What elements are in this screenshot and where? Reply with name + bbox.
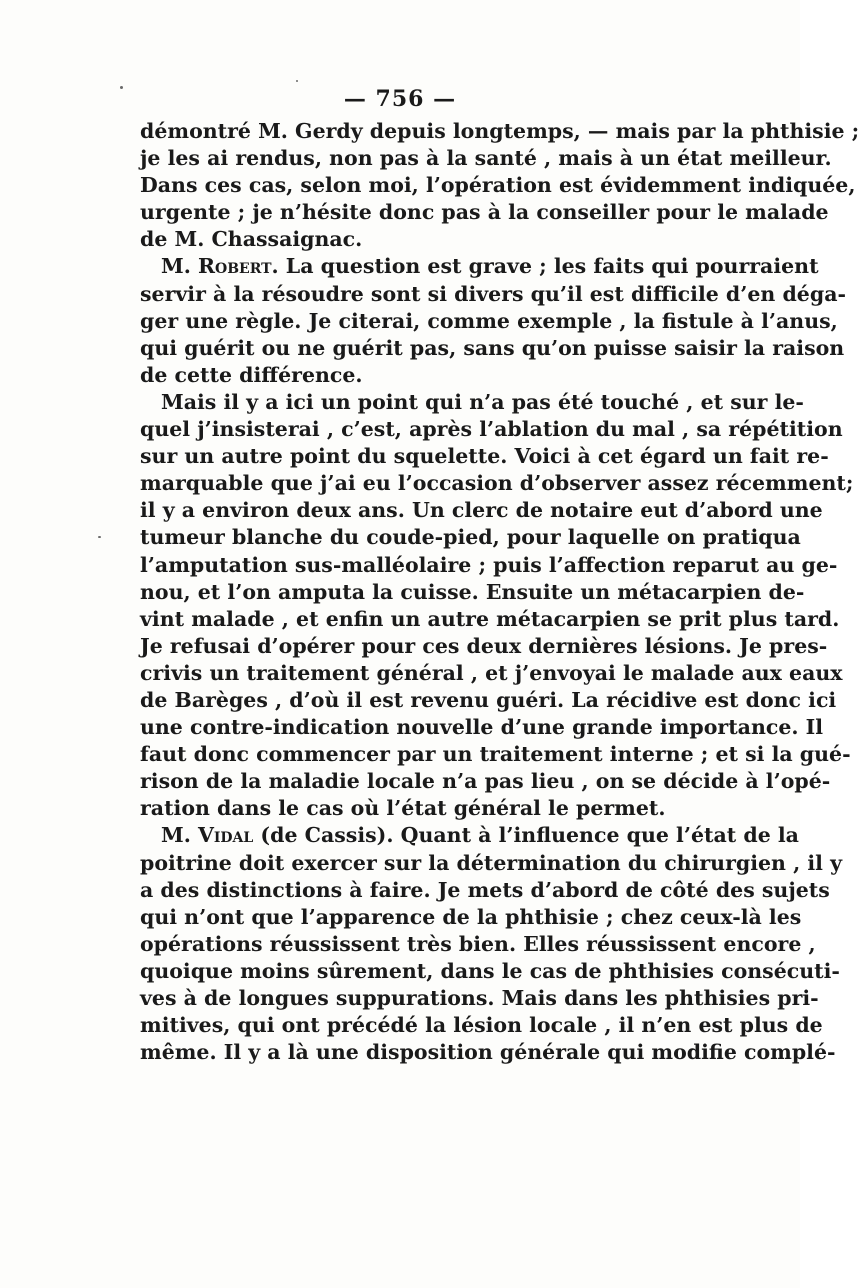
text-line: il y a environ deux ans. Un clerc de notaire eut d’abord une bbox=[140, 498, 823, 523]
print-speck bbox=[296, 80, 298, 82]
text-line: démontré M. Gerdy depuis longtemps, — mais par la phthisie ; bbox=[140, 119, 859, 143]
text-line: qui guérit ou ne guérit pas, sans qu’on puisse saisir la raison bbox=[140, 335, 845, 360]
paragraph bbox=[140, 253, 846, 388]
body-text bbox=[140, 118, 859, 1066]
paragraph bbox=[140, 822, 842, 1066]
text-line-rest: La question est grave ; les faits qui pourraient bbox=[278, 254, 819, 279]
page-number: — 756 — bbox=[343, 86, 457, 112]
text-line: Je refusai d’opérer pour ces deux dernières lésions. Je pres- bbox=[140, 633, 828, 658]
print-speck bbox=[98, 536, 101, 538]
text-line: tumeur blanche du coude-pied, pour laquelle on pratiqua bbox=[140, 525, 801, 550]
text-line: de Barèges , d’où il est revenu guéri. La récidive est donc ici bbox=[140, 687, 837, 712]
text-line: de cette différence. bbox=[140, 362, 363, 387]
text-line: sur un autre point du squelette. Voici à cet égard un fait re- bbox=[140, 444, 829, 469]
text-line: urgente ; je n’hésite donc pas à la conseiller pour le malade bbox=[140, 200, 829, 225]
paragraph bbox=[140, 389, 854, 823]
text-line: qui n’ont que l’apparence de la phthisie ; chez ceux-là les bbox=[140, 904, 802, 929]
text-line: Dans ces cas, selon moi, l’opération est évidemment indiquée, bbox=[140, 173, 856, 198]
paragraph bbox=[140, 118, 859, 253]
text-line: ration dans le cas où l’état général le permet. bbox=[140, 796, 666, 821]
text-line: mitives, qui ont précédé la lésion locale , il n’en est plus de bbox=[140, 1013, 823, 1038]
text-line bbox=[140, 822, 799, 849]
text-line: vint malade , et enfin un autre métacarpien se prit plus tard. bbox=[140, 606, 840, 631]
print-speck bbox=[120, 86, 123, 89]
text-line: une contre-indication nouvelle d’une grande importance. Il bbox=[140, 715, 824, 740]
text-line-rest: (de Cassis). Quant à l’influence que l’état de la bbox=[253, 823, 799, 848]
text-line: quel j’insisterai , c’est, après l’ablation du mal , sa répétition bbox=[140, 417, 843, 442]
text-line bbox=[140, 253, 819, 280]
text-line: je les ai rendus, non pas à la santé , mais à un état meilleur. bbox=[140, 146, 832, 171]
text-line: Mais il y a ici un point qui n’a pas été touché , et sur le- bbox=[161, 389, 804, 414]
text-line: crivis un traitement général , et j’envoyai le malade aux eaux bbox=[140, 660, 843, 685]
text-line: même. Il y a là une disposition générale qui modifie complé- bbox=[140, 1040, 836, 1065]
text-line: marquable que j’ai eu l’occasion d’observer assez récemment; bbox=[140, 471, 854, 496]
text-line: opérations réussissent très bien. Elles réussissent encore , bbox=[140, 931, 816, 956]
text-line: faut donc commencer par un traitement interne ; et si la gué- bbox=[140, 742, 851, 767]
text-line: de M. Chassaignac. bbox=[140, 227, 363, 252]
speaker-name: M. Vidal bbox=[161, 823, 254, 848]
text-line: quoique moins sûrement, dans le cas de phthisies consécuti- bbox=[140, 958, 840, 983]
text-line: ves à de longues suppurations. Mais dans les phthisies pri- bbox=[140, 986, 819, 1010]
text-line: poitrine doit exercer sur la détermination du chirurgien , il y bbox=[140, 850, 842, 875]
speaker-name: M. Robert. bbox=[161, 254, 279, 279]
text-line: nou, et l’on amputa la cuisse. Ensuite un métacarpien de- bbox=[140, 579, 805, 604]
text-line: l’amputation sus-malléolaire ; puis l’affection reparut au ge- bbox=[140, 552, 838, 577]
text-line: a des distinctions à faire. Je mets d’abord de côté des sujets bbox=[140, 877, 830, 902]
text-line: rison de la maladie locale n’a pas lieu , on se décide à l’opé- bbox=[140, 769, 831, 794]
text-line: ger une règle. Je citerai, comme exemple , la fistule à l’anus, bbox=[140, 308, 838, 333]
text-line: servir à la résoudre sont si divers qu’il est difficile d’en déga- bbox=[140, 281, 846, 306]
